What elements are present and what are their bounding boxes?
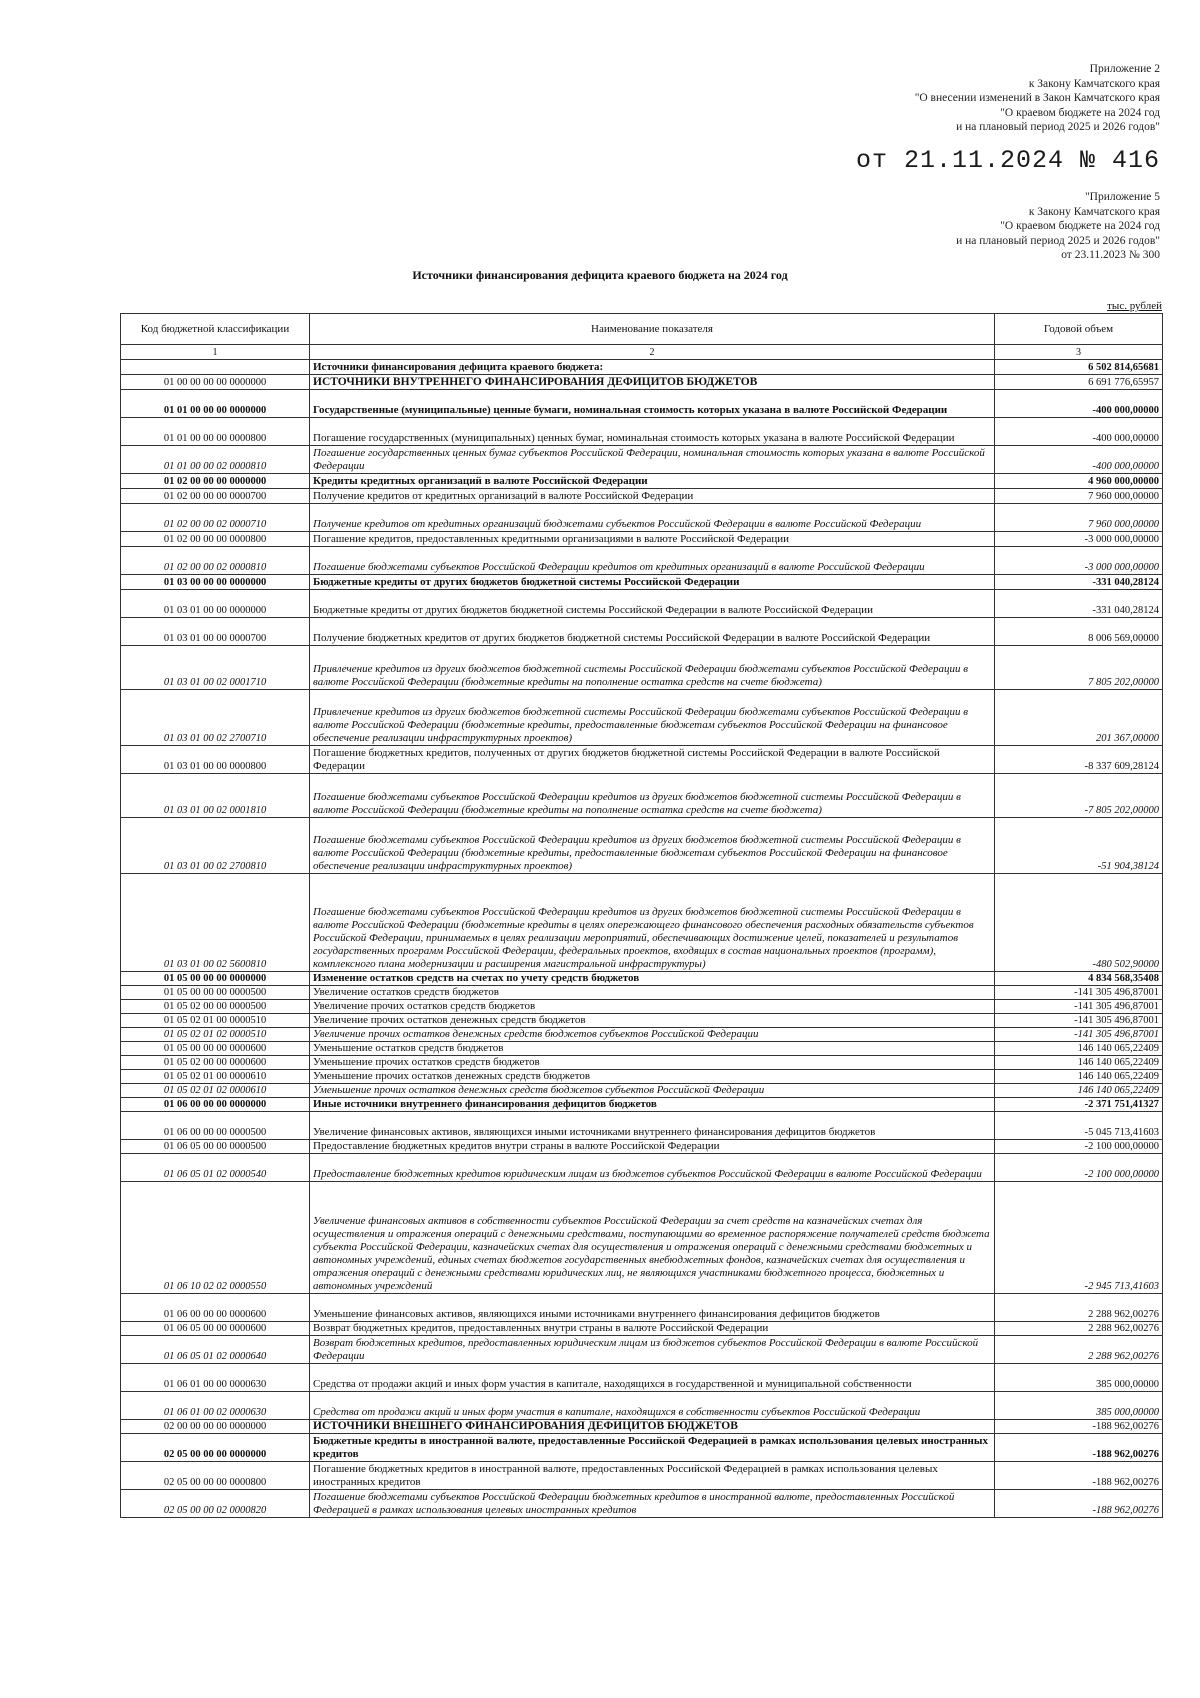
header-line: "О краевом бюджете на 2024 год [1000,106,1160,119]
budget-code-cell: 01 05 02 01 02 0000610 [121,1084,310,1098]
header-line: и на плановый период 2025 и 2026 годов" [956,121,1160,133]
budget-code-cell: 01 06 00 00 00 0000000 [121,1098,310,1112]
annual-amount-cell: 2 288 962,00276 [995,1294,1163,1322]
annual-amount-cell: -188 962,00276 [995,1490,1163,1518]
table-row [121,446,1163,474]
table-row [121,1028,1163,1042]
annual-amount-cell: 2 288 962,00276 [995,1322,1163,1336]
indicator-name-cell: Погашение бюджетами субъектов Российской Федерации кредитов из других бюджетов бюджетной системы Российской Федерации в валюте Российской Федерации (бюджетные кредиты, предоставленные бюджетам субъектов Российской Федерации на финансовое обеспечение реализации инфраструктурных проектов) [310,818,995,874]
annual-amount-cell: 6 502 814,65681 [995,360,1163,375]
table-row [121,390,1163,418]
indicator-name-cell: Средства от продажи акций и иных форм участия в капитале, находящихся в собственности субъектов Российской Федерации [310,1392,995,1420]
indicator-name-cell: Бюджетные кредиты в иностранной валюте, предоставленные Российской Федерацией в рамках использования целевых иностранных кредитов [310,1434,995,1462]
budget-code-cell: 01 02 00 00 02 0000710 [121,504,310,532]
budget-code-cell: 01 06 00 00 00 0000500 [121,1112,310,1140]
budget-code-cell: 02 05 00 00 02 0000820 [121,1490,310,1518]
registration-stamp: от 21.11.2024 № 416 [855,146,1160,175]
indicator-name-cell: Бюджетные кредиты от других бюджетов бюджетной системы Российской Федерации [310,575,995,590]
annual-amount-cell: 146 140 065,22409 [995,1084,1163,1098]
indicator-name-cell: Предоставление бюджетных кредитов внутри страны в валюте Российской Федерации [310,1140,995,1154]
column-header-code: Код бюджетной классификации [121,314,310,345]
header-line: "О внесении изменений в Закон Камчатского края [914,92,1160,104]
budget-code-cell: 01 02 00 00 00 0000700 [121,489,310,504]
budget-code-cell: 01 05 02 00 00 0000600 [121,1056,310,1070]
annual-amount-cell: -2 100 000,00000 [995,1140,1163,1154]
annual-amount-cell: -141 305 496,87001 [995,1028,1163,1042]
table-row [121,874,1163,972]
indicator-name-cell: Погашение государственных (муниципальных) ценных бумаг, номинальная стоимость которых указана в валюте Российской Федерации [310,418,995,446]
budget-code-cell: 01 06 10 02 02 0000550 [121,1182,310,1294]
table-row [121,972,1163,986]
column-number: 1 [121,345,310,360]
indicator-name-cell: Погашение государственных ценных бумаг субъектов Российской Федерации, номинальная стоимость которых указана в валюте Российской Федерации [310,446,995,474]
table-row [121,575,1163,590]
budget-code-cell: 01 05 00 00 00 0000600 [121,1042,310,1056]
annual-amount-cell: -2 371 751,41327 [995,1098,1163,1112]
budget-code-cell: 01 01 00 00 00 0000000 [121,390,310,418]
table-row [121,1112,1163,1140]
indicator-name-cell: Погашение бюджетами субъектов Российской Федерации бюджетных кредитов в иностранной валюте, предоставленных Российской Федерацией в рамках использования целевых иностранных кредитов [310,1490,995,1518]
table-row [121,375,1163,390]
table-row [121,1070,1163,1084]
annual-amount-cell: 201 367,00000 [995,690,1163,746]
table-row [121,690,1163,746]
column-number: 3 [995,345,1163,360]
annual-amount-cell: -188 962,00276 [995,1420,1163,1434]
table-row [121,1042,1163,1056]
indicator-name-cell: Привлечение кредитов из других бюджетов бюджетной системы Российской Федерации бюджетами субъектов Российской Федерации в валюте Российской Федерации (бюджетные кредиты, предоставленные бюджетам субъектов Российской Федерации на финансовое обеспечение реализации инфраструктурных проектов) [310,690,995,746]
annual-amount-cell: -141 305 496,87001 [995,986,1163,1000]
budget-code-cell: 01 05 02 01 00 0000610 [121,1070,310,1084]
annual-amount-cell: -141 305 496,87001 [995,1000,1163,1014]
table-row [121,818,1163,874]
table-row [121,774,1163,818]
column-header-name: Наименование показателя [310,314,995,345]
indicator-name-cell: Возврат бюджетных кредитов, предоставленных внутри страны в валюте Российской Федерации [310,1322,995,1336]
units-label: тыс. рублей [1107,300,1162,312]
budget-code-cell: 01 05 00 00 00 0000000 [121,972,310,986]
annual-amount-cell: 6 691 776,65957 [995,375,1163,390]
budget-code-cell: 01 03 01 00 02 2700710 [121,690,310,746]
annual-amount-cell: 7 960 000,00000 [995,489,1163,504]
financing-sources-table [120,313,1163,1518]
table-row [121,1056,1163,1070]
budget-code-cell: 01 05 02 01 02 0000510 [121,1028,310,1042]
annual-amount-cell: -3 000 000,00000 [995,547,1163,575]
budget-code-cell: 01 05 02 01 00 0000510 [121,1014,310,1028]
table-row [121,1462,1163,1490]
indicator-name-cell: Увеличение прочих остатков денежных средств бюджетов субъектов Российской Федерации [310,1028,995,1042]
annual-amount-cell: 146 140 065,22409 [995,1056,1163,1070]
budget-code-cell: 01 05 02 00 00 0000500 [121,1000,310,1014]
indicator-name-cell: Бюджетные кредиты от других бюджетов бюджетной системы Российской Федерации в валюте Российской Федерации [310,590,995,618]
header-line: к Закону Камчатского края [1028,77,1160,90]
budget-code-cell: 01 06 05 00 00 0000500 [121,1140,310,1154]
budget-code-cell: 01 05 00 00 00 0000500 [121,986,310,1000]
indicator-name-cell: Государственные (муниципальные) ценные бумаги, номинальная стоимость которых указана в валюте Российской Федерации [310,390,995,418]
indicator-name-cell: Средства от продажи акций и иных форм участия в капитале, находящихся в государственной и муниципальной собственности [310,1364,995,1392]
table-row [121,1000,1163,1014]
budget-code-cell: 01 06 00 00 00 0000600 [121,1294,310,1322]
indicator-name-cell: Кредиты кредитных организаций в валюте Российской Федерации [310,474,995,489]
annual-amount-cell: 7 805 202,00000 [995,646,1163,690]
budget-code-cell: 01 06 01 00 00 0000630 [121,1364,310,1392]
budget-code-cell: 01 03 01 00 00 0000700 [121,618,310,646]
indicator-name-cell: Получение кредитов от кредитных организаций в валюте Российской Федерации [310,489,995,504]
header-line: и на плановый период 2025 и 2026 годов" [956,234,1160,247]
table-row [121,504,1163,532]
indicator-name-cell: Увеличение остатков средств бюджетов [310,986,995,1000]
annual-amount-cell: 385 000,00000 [995,1392,1163,1420]
table-header-row [121,314,1163,345]
annual-amount-cell: 146 140 065,22409 [995,1070,1163,1084]
header-line: от 23.11.2023 № 300 [1061,249,1160,261]
indicator-name-cell: Уменьшение прочих остатков денежных средств бюджетов субъектов Российской Федерации [310,1084,995,1098]
annual-amount-cell: 7 960 000,00000 [995,504,1163,532]
document-title: Источники финансирования дефицита краевого бюджета на 2024 год [412,268,788,282]
indicator-name-cell: Уменьшение остатков средств бюджетов [310,1042,995,1056]
indicator-name-cell: Источники финансирования дефицита краевого бюджета: [310,360,995,375]
budget-code-cell: 01 02 00 00 00 0000800 [121,532,310,547]
table-row [121,1420,1163,1434]
indicator-name-cell: ИСТОЧНИКИ ВНЕШНЕГО ФИНАНСИРОВАНИЯ ДЕФИЦИТОВ БЮДЖЕТОВ [310,1420,995,1434]
annual-amount-cell: -2 100 000,00000 [995,1154,1163,1182]
budget-code-cell: 01 03 01 00 02 0001810 [121,774,310,818]
budget-code-cell: 01 03 01 00 02 0001710 [121,646,310,690]
annual-amount-cell: -141 305 496,87001 [995,1014,1163,1028]
budget-code-cell [121,360,310,375]
indicator-name-cell: ИСТОЧНИКИ ВНУТРЕННЕГО ФИНАНСИРОВАНИЯ ДЕФИЦИТОВ БЮДЖЕТОВ [310,375,995,390]
annual-amount-cell: 2 288 962,00276 [995,1336,1163,1364]
header-line: "О краевом бюджете на 2024 год [1000,220,1160,232]
indicator-name-cell: Изменение остатков средств на счетах по учету средств бюджетов [310,972,995,986]
header-line: Приложение 2 [1089,63,1160,75]
indicator-name-cell: Увеличение прочих остатков средств бюджетов [310,1000,995,1014]
column-number: 2 [310,345,995,360]
indicator-name-cell: Погашение бюджетами субъектов Российской Федерации кредитов от кредитных организаций в валюте Российской Федерации [310,547,995,575]
annual-amount-cell: -8 337 609,28124 [995,746,1163,774]
indicator-name-cell: Уменьшение финансовых активов, являющихся иными источниками внутреннего финансирования дефицитов бюджетов [310,1294,995,1322]
table-row [121,489,1163,504]
budget-code-cell: 01 01 00 00 00 0000800 [121,418,310,446]
budget-code-cell: 01 06 05 01 02 0000640 [121,1336,310,1364]
table-row [121,618,1163,646]
appendix-header [915,62,1160,135]
table-row [121,1434,1163,1462]
annual-amount-cell: -3 000 000,00000 [995,532,1163,547]
indicator-name-cell: Погашение бюджетами субъектов Российской Федерации кредитов из других бюджетов бюджетной системы Российской Федерации в валюте Российской Федерации (бюджетные кредиты на пополнение остатка средств на счете бюджета) [310,774,995,818]
table-row [121,1098,1163,1112]
indicator-name-cell: Уменьшение прочих остатков денежных средств бюджетов [310,1070,995,1084]
table-row [121,418,1163,446]
budget-code-cell: 02 00 00 00 00 0000000 [121,1420,310,1434]
budget-code-cell: 01 01 00 00 02 0000810 [121,446,310,474]
table-row [121,1294,1163,1322]
annual-amount-cell: -2 945 713,41603 [995,1182,1163,1294]
indicator-name-cell: Погашение кредитов, предоставленных кредитными организациями в валюте Российской Федерации [310,532,995,547]
column-number-row [121,345,1163,360]
indicator-name-cell: Возврат бюджетных кредитов, предоставленных юридическим лицам из бюджетов субъектов Российской Федерации в валюте Российской Федерации [310,1336,995,1364]
annual-amount-cell: 4 960 000,00000 [995,474,1163,489]
annual-amount-cell: -5 045 713,41603 [995,1112,1163,1140]
annual-amount-cell: 385 000,00000 [995,1364,1163,1392]
budget-code-cell: 01 06 05 01 02 0000540 [121,1154,310,1182]
header-line: "Приложение 5 [1084,191,1160,203]
budget-code-cell: 01 00 00 00 00 0000000 [121,375,310,390]
table-row [121,1154,1163,1182]
indicator-name-cell: Уменьшение прочих остатков средств бюджетов [310,1056,995,1070]
table-row [121,532,1163,547]
indicator-name-cell: Увеличение финансовых активов в собственности субъектов Российской Федерации за счет средств на казначейских счетах для осуществления и отражения операций с денежными средствами, поступающими во временное распоряжение получателей средств бюджета субъекта Российской Федерации, казначейских счетах для осуществления и отражения операций с денежными средствами бюджетных и автономных учреждений, единых счетах бюджетов государственных внебюджетных фондов, казначейских счетах для осуществления и отражения операций с денежными средствами юридических лиц, не являющихся участниками бюджетного процесса, бюджетных и автономных учреждений [310,1182,995,1294]
budget-code-cell: 01 06 05 00 00 0000600 [121,1322,310,1336]
table-row [121,1182,1163,1294]
budget-code-cell: 02 05 00 00 00 0000800 [121,1462,310,1490]
table-row [121,1364,1163,1392]
annual-amount-cell: -400 000,00000 [995,446,1163,474]
annual-amount-cell: -188 962,00276 [995,1434,1163,1462]
annual-amount-cell: 146 140 065,22409 [995,1042,1163,1056]
annual-amount-cell: -331 040,28124 [995,590,1163,618]
indicator-name-cell: Привлечение кредитов из других бюджетов бюджетной системы Российской Федерации бюджетами субъектов Российской Федерации в валюте Российской Федерации (бюджетные кредиты на пополнение остатка средств на счете бюджета) [310,646,995,690]
budget-code-cell: 02 05 00 00 00 0000000 [121,1434,310,1462]
indicator-name-cell: Погашение бюджетами субъектов Российской Федерации кредитов из других бюджетов бюджетной системы Российской Федерации в валюте Российской Федерации (бюджетные кредиты в целях опережающего финансового обеспечения расходных обязательств субъектов Российской Федерации, принимаемых в целях реализации мероприятий, обеспечивающих достижение целей, показателей и результатов государственных программ Российской Федерации, федеральных проектов, входящих в состав национальных проектов (программ), комплексного плана модернизации и расширения магистральной инфраструктуры) [310,874,995,972]
table-row [121,1322,1163,1336]
annual-amount-cell: -331 040,28124 [995,575,1163,590]
column-header-amount: Годовой объем [995,314,1163,345]
indicator-name-cell: Получение кредитов от кредитных организаций бюджетами субъектов Российской Федерации в валюте Российской Федерации [310,504,995,532]
budget-code-cell: 01 02 00 00 02 0000810 [121,547,310,575]
table-row [121,646,1163,690]
table-row [121,1084,1163,1098]
indicator-name-cell: Иные источники внутреннего финансирования дефицитов бюджетов [310,1098,995,1112]
table-row [121,590,1163,618]
header-line: к Закону Камчатского края [1028,205,1160,218]
table-row [121,1392,1163,1420]
prior-appendix-header [956,190,1160,263]
annual-amount-cell: 4 834 568,35408 [995,972,1163,986]
table-row [121,474,1163,489]
indicator-name-cell: Получение бюджетных кредитов от других бюджетов бюджетной системы Российской Федерации в валюте Российской Федерации [310,618,995,646]
table-row [121,1140,1163,1154]
annual-amount-cell: -400 000,00000 [995,418,1163,446]
annual-amount-cell: -51 904,38124 [995,818,1163,874]
annual-amount-cell: -400 000,00000 [995,390,1163,418]
budget-code-cell: 01 06 01 00 02 0000630 [121,1392,310,1420]
budget-code-cell: 01 02 00 00 00 0000000 [121,474,310,489]
table-row [121,746,1163,774]
table-row [121,986,1163,1000]
table-body [121,360,1163,1518]
budget-code-cell: 01 03 01 00 00 0000800 [121,746,310,774]
annual-amount-cell: -480 502,90000 [995,874,1163,972]
annual-amount-cell: -188 962,00276 [995,1462,1163,1490]
table-row [121,1014,1163,1028]
indicator-name-cell: Погашение бюджетных кредитов, полученных от других бюджетов бюджетной системы Российской Федерации в валюте Российской Федерации [310,746,995,774]
budget-code-cell: 01 03 01 00 02 5600810 [121,874,310,972]
table-row [121,1490,1163,1518]
annual-amount-cell: 8 006 569,00000 [995,618,1163,646]
table-row [121,360,1163,375]
indicator-name-cell: Погашение бюджетных кредитов в иностранной валюте, предоставленных Российской Федерацией в рамках использования целевых иностранных кредитов [310,1462,995,1490]
annual-amount-cell: -7 805 202,00000 [995,774,1163,818]
indicator-name-cell: Предоставление бюджетных кредитов юридическим лицам из бюджетов субъектов Российской Федерации в валюте Российской Федерации [310,1154,995,1182]
table-row [121,1336,1163,1364]
indicator-name-cell: Увеличение прочих остатков денежных средств бюджетов [310,1014,995,1028]
budget-code-cell: 01 03 01 00 02 2700810 [121,818,310,874]
budget-code-cell: 01 03 01 00 00 0000000 [121,590,310,618]
indicator-name-cell: Увеличение финансовых активов, являющихся иными источниками внутреннего финансирования дефицитов бюджетов [310,1112,995,1140]
budget-code-cell: 01 03 00 00 00 0000000 [121,575,310,590]
table-row [121,547,1163,575]
